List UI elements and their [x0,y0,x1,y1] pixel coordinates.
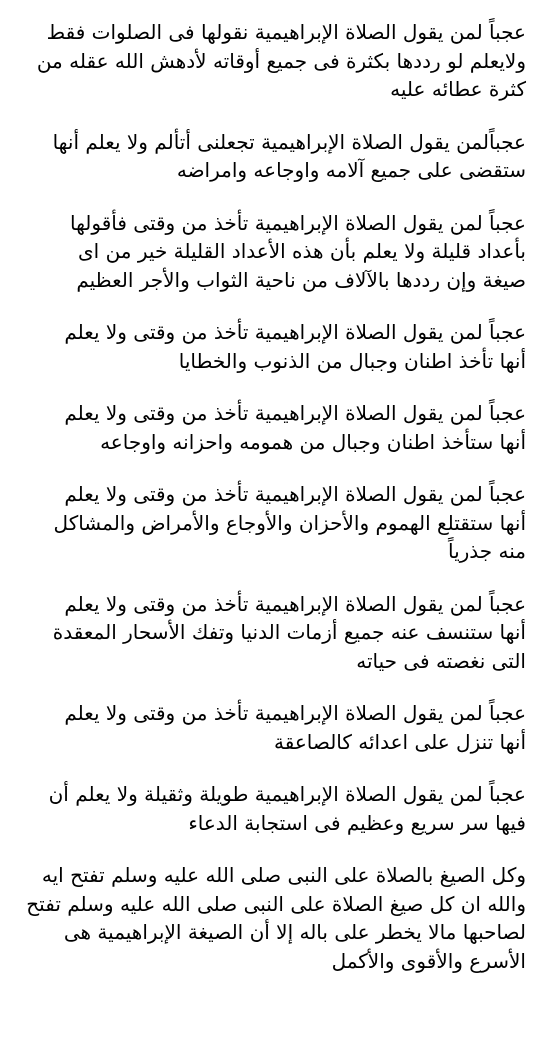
paragraph-line: كثرة عطائه عليه [390,77,526,101]
paragraph-line: لصاحبها مالا يخطر على باله إلا أن الصيغة الإبراهيمية هى [63,920,526,944]
paragraph-line: عجباً لمن يقول الصلاة الإبراهيمية تأخذ من وقتى فأقولها [69,210,526,235]
paragraph-line: عجباً لمن يقول الصلاة الإبراهيمية تأخذ من وقتى ولا يعلم [64,320,526,344]
paragraph-10 [18,861,526,975]
paragraph-6 [18,480,526,566]
paragraph-line: فيها سر سريع وعظيم فى استجابة الدعاء [188,810,526,835]
paragraph-line: منه جذرياً [447,539,526,563]
paragraph-line: صيغة وإن رددها بالآلاف من ناحية الثواب والأجر العظيم [76,267,526,292]
paragraph-line: الأسرع والأقوى والأكمل [331,948,526,973]
paragraph-line: ستقضى على جميع آلامه واوجاعه وامراضه [176,158,526,182]
paragraph-line: أنها ستقتلع الهموم والأحزان والأوجاع والأمراض والمشاكل [53,510,526,535]
paragraph-line: عجباً لمن يقول الصلاة الإبراهيمية تأخذ من وقتى ولا يعلم [64,591,526,616]
paragraph-9 [18,780,526,837]
paragraph-line: عجباًلمن يقول الصلاة الإبراهيمية تجعلنى أتألم ولا يعلم أنها [52,129,526,154]
paragraph-line: عجباً لمن يقول الصلاة الإبراهيمية تأخذ من وقتى ولا يعلم [64,482,526,506]
paragraph-5 [18,399,526,456]
paragraph-line: عجباً لمن يقول الصلاة الإبراهيمية نقولها فى الصلوات فقط [46,20,526,44]
paragraph-4 [18,318,526,375]
paragraph-1 [18,18,526,104]
paragraph-line: بأعداد قليلة ولا يعلم بأن هذه الأعداد القليلة خير من اى [78,239,526,263]
paragraph-8 [18,699,526,756]
paragraph-line: عجباً لمن يقول الصلاة الإبراهيمية تأخذ من وقتى ولا يعلم [64,401,526,425]
paragraph-7 [18,590,526,676]
paragraph-line: أنها ستنسف عنه جميع أزمات الدنيا وتفك الأسحار المعقدة [52,620,526,644]
paragraph-line: التى نغصته فى حياته [356,648,526,673]
paragraph-line: عجباً لمن يقول الصلاة الإبراهيمية تأخذ من وقتى ولا يعلم [64,701,526,725]
paragraph-2 [18,128,526,185]
paragraph-line: والله ان كل صيغ الصلاة على النبى صلى الله عليه وسلم تفتح [26,891,526,916]
paragraph-line: ولايعلم لو رددها بكثرة فى جميع أوقاته لأدهش الله عقله من [36,48,526,73]
paragraph-line: عجباً لمن يقول الصلاة الإبراهيمية طويلة وثقيلة ولا يعلم أن [48,782,526,806]
paragraph-3 [18,209,526,295]
paragraph-line: أنها تأخذ اطنان وجبال من الذنوب والخطايا [178,348,526,373]
paragraph-line: أنها تنزل على اعدائه كالصاعقة [273,729,526,754]
paragraph-line: أنها ستأخذ اطنان وجبال من همومه واحزانه واوجاعه [100,429,526,454]
paragraph-line: وكل الصيغ بالصلاة على النبى صلى الله عليه وسلم تفتح ايه [41,863,526,887]
